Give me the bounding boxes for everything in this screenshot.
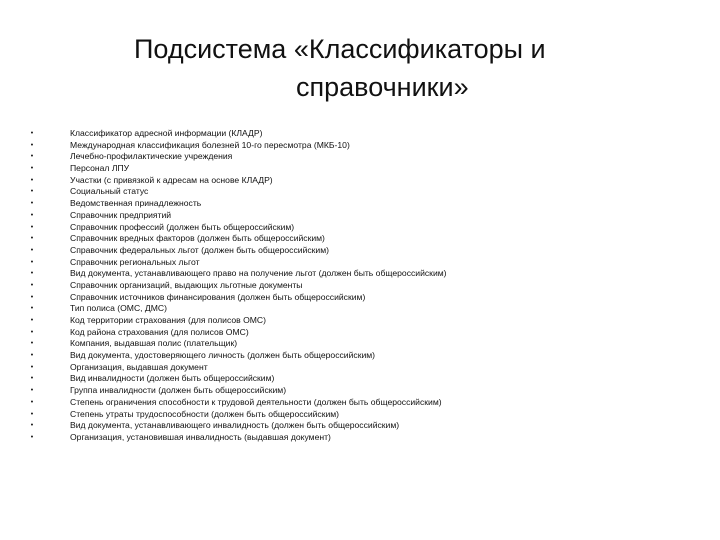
slide-title-line-2: справочники» [296,72,469,102]
list-item [28,397,698,409]
list-item-text: Степень утраты трудоспособности (должен быть общероссийским) [70,408,340,419]
bullet-icon: • [30,352,34,360]
slide-title [120,30,610,106]
list-item-text: Код территории страхования (для полисов ОМС) [70,315,266,325]
classifier-list [28,128,698,444]
bullet-icon: • [30,235,34,243]
list-item [28,432,698,444]
bullet-icon: • [30,188,34,196]
list-item-text: Код района страхования (для полисов ОМС) [70,326,249,337]
bullet-icon: • [30,398,34,406]
bullet-icon: • [30,340,34,348]
bullet-icon: • [30,387,34,395]
bullet-icon: • [30,176,34,184]
list-item-text: Тип полиса (ОМС, ДМС) [70,303,167,314]
bullet-icon: • [30,153,34,161]
bullet-icon: • [30,223,34,231]
bullet-icon: • [30,211,34,219]
list-item-text: Вид документа, удостоверяющего личность (должен быть общероссийским) [70,350,376,361]
list-item-text: Персонал ЛПУ [70,163,130,174]
bullet-icon: • [30,130,34,137]
list-item [28,303,698,315]
bullet-icon: • [30,165,34,173]
list-item-text: Справочник региональных льгот [70,256,200,267]
list-item [28,409,698,421]
list-item [28,151,698,163]
list-item [28,128,698,140]
list-item-text: Организация, установившая инвалидность (выдавшая документ) [70,431,331,442]
list-item [28,222,698,234]
list-item [28,175,698,187]
list-item-text: Степень ограничения способности к трудовой деятельности (должен быть общероссийским) [70,396,442,407]
bullet-icon: • [30,375,34,383]
list-item-text: Ведомственная принадлежность [70,198,202,209]
list-item-text: Справочник федеральных льгот (должен быть общероссийским) [70,244,329,255]
list-item-text: Лечебно-профилактические учреждения [70,151,233,162]
list-item [28,362,698,374]
list-item [28,198,698,210]
bullet-icon: • [30,270,34,278]
list-item-text: Вид инвалидности (должен быть общероссийским) [70,373,275,384]
list-item [28,245,698,257]
list-item [28,233,698,245]
list-item [28,268,698,280]
list-item-text: Социальный статус [70,186,149,197]
bullet-icon: • [30,305,34,313]
list-item-text: Справочник вредных факторов (должен быть общероссийским) [70,233,325,244]
bullet-icon: • [30,363,34,371]
slide-title-line-1: Подсистема «Классификаторы и [134,34,546,64]
bullet-icon: • [30,422,34,430]
bullet-icon: • [30,293,34,301]
list-item [28,327,698,339]
bullet-icon: • [30,328,34,336]
list-item-text: Международная классификация болезней 10-го пересмотра (МКБ-10) [70,139,350,150]
list-item-text: Справочник предприятий [70,209,172,220]
bullet-icon: • [30,258,34,266]
list-item-text: Компания, выдавшая полис (плательщик) [70,338,238,349]
list-item-text: Справочник организаций, выдающих льготные документы [70,279,303,290]
bullet-icon: • [30,281,34,289]
list-item [28,373,698,385]
list-item-text: Справочник профессий (должен быть общероссийским) [70,221,295,232]
list-item-text: Участки (с привязкой к адресам на основе КЛАДР) [70,174,273,185]
list-item-text: Группа инвалидности (должен быть общероссийским) [70,385,287,396]
bullet-icon: • [30,433,34,441]
list-item [28,315,698,327]
list-item [28,350,698,362]
list-item-text: Классификатор адресной информации (КЛАДР) [70,128,263,138]
list-item [28,140,698,152]
list-item-text: Организация, выдавшая документ [70,361,208,372]
bullet-icon: • [30,200,34,208]
list-item-text: Справочник источников финансирования (должен быть общероссийским) [70,291,366,302]
list-item-text: Вид документа, устанавливающего инвалидность (должен быть общероссийским) [70,420,400,431]
list-item-text: Вид документа, устанавливающего право на получение льгот (должен быть общероссийским) [70,268,447,279]
bullet-icon: • [30,410,34,418]
list-item [28,210,698,222]
bullet-icon: • [30,246,34,254]
list-item [28,186,698,198]
list-item [28,292,698,304]
list-item [28,420,698,432]
list-item [28,163,698,175]
list-item [28,338,698,350]
bullet-icon: • [30,141,34,149]
bullet-icon: • [30,317,34,324]
list-item [28,385,698,397]
list-item [28,280,698,292]
list-item [28,257,698,269]
